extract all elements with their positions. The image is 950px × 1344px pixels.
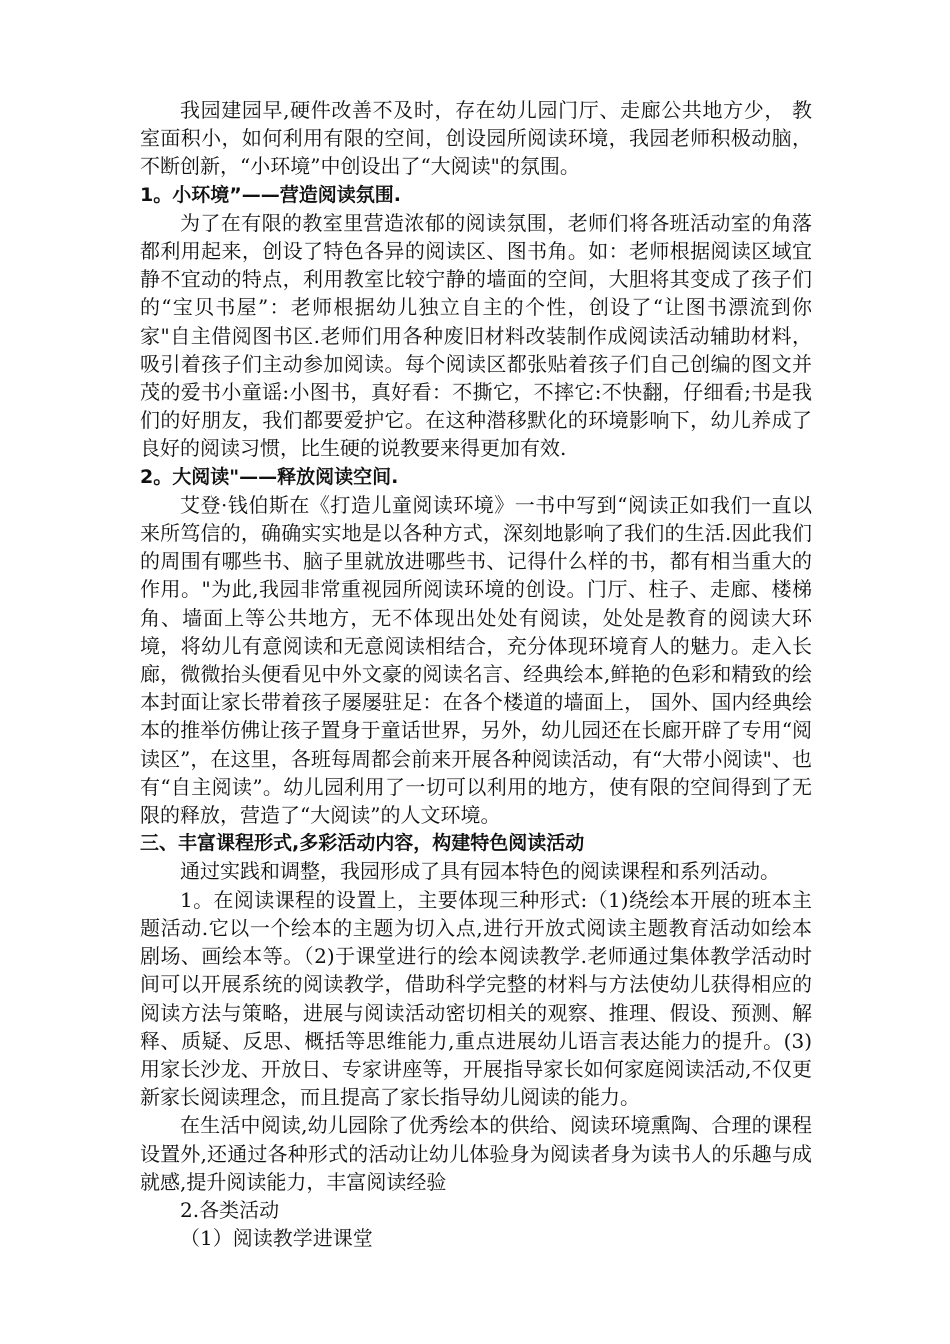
big-reading-paragraph: 艾登·钱伯斯在《打造儿童阅读环境》一书中写到“阅读正如我们一直以来所笃信的，确确实实地是以各种方式，深刻地影响了我们的生活.因此我们的周围有哪些书、脑子里就放进哪些书、记得什么样的书，都有相当重大的作用。"为此,我园非常重视园所阅读环境的创设。门厅、柱子、走廊、楼梯角、墙面上等公共地方，无不体现出处处有阅读，处处是教育的阅读大环境，将幼儿有意阅读和无意阅读相结合，充分体现环境育人的魅力。走入长廊，微微抬头便看见中外文豪的阅读名言、经典绘本,鲜艳的色彩和精致的绘本封面让家长带着孩子屡屡驻足：在各个楼道的墙面上， 国外、国内经典绘本的推举仿佛让孩子置身于童话世界，另外，幼儿园还在长廊开辟了专用“阅读区”，在这里，各班每周都会前来开展各种阅读活动，有“大带小阅读"、也有“自主阅读”。幼儿园利用了一切可以利用的地方，使有限的空间得到了无限的释放，营造了“大阅读”的人文环境。 <box>140 492 812 828</box>
curriculum-forms-paragraph: 1。在阅读课程的设置上，主要体现三种形式:（1)绕绘本开展的班本主题活动.它以一个绘本的主题为切入点,进行开放式阅读主题教育活动如绘本剧场、画绘本等。（2)于课堂进行的绘本阅读教学.老师通过集体教学活动时间可以开展系统的阅读教学，借助科学完整的材料与方法使幼儿获得相应的阅读方法与策略，进展与阅读活动密切相关的观察、推理、假设、预测、解释、质疑、反思、概括等思维能力,重点进展幼儿语言表达能力的提升。(3)用家长沙龙、开放日、专家讲座等，开展指导家长如何家庭阅读活动,不仅更新家长阅读理念，而且提高了家长指导幼儿阅读的能力。 <box>140 887 812 1110</box>
curriculum-intro-paragraph: 通过实践和调整，我园形成了具有园本特色的阅读课程和系列活动。 <box>180 859 780 884</box>
section-heading-big-reading: 2。大阅读"——释放阅读空间. <box>140 465 399 488</box>
intro-paragraph: 我园建园早,硬件改善不及时，存在幼儿园门厅、走廊公共地方少， 教室面积小，如何利用有限的空间，创设园所阅读环境，我园老师积极动脑，不断创新，“小环境”中创设出了“大阅读"的氛围。 <box>140 98 812 179</box>
section-heading-small-environment: 1。小环境”——营造阅读氛围. <box>140 183 401 206</box>
document-page <box>140 96 812 1252</box>
small-environment-paragraph: 为了在有限的教室里营造浓郁的阅读氛围，老师们将各班活动室的角落都利用起来，创设了特色各异的阅读区、图书角。如：老师根据阅读区域宜静不宜动的特点，利用教室比较宁静的墙面的空间，大胆将其变成了孩子们的“宝贝书屋”：老师根据幼儿独立自主的个性，创设了“让图书漂流到你家"自主借阅图书区.老师们用各种废旧材料改装制作成阅读活动辅助材料，吸引着孩子们主动参加阅读。每个阅读区都张贴着孩子们自己创编的图文并茂的爱书小童谣:小图书，真好看：不撕它，不摔它:不快翻，仔细看;书是我们的好朋友，我们都要爱护它。在这种潜移默化的环境影响下，幼儿养成了良好的阅读习惯，比生硬的说教要来得更加有效. <box>140 210 812 461</box>
section-heading-curriculum: 三、丰富课程形式,多彩活动内容，构建特色阅读活动 <box>140 832 585 855</box>
activity-item-1: （1）阅读教学进课堂 <box>180 1226 373 1251</box>
life-reading-paragraph: 在生活中阅读,幼儿园除了优秀绘本的供给、阅读环境熏陶、合理的课程设置外,还通过各种形式的活动让幼儿体验身为阅读者身为读书人的乐趣与成就感,提升阅读能力，丰富阅读经验 <box>140 1113 812 1194</box>
activities-subheading: 2.各类活动 <box>180 1197 280 1222</box>
